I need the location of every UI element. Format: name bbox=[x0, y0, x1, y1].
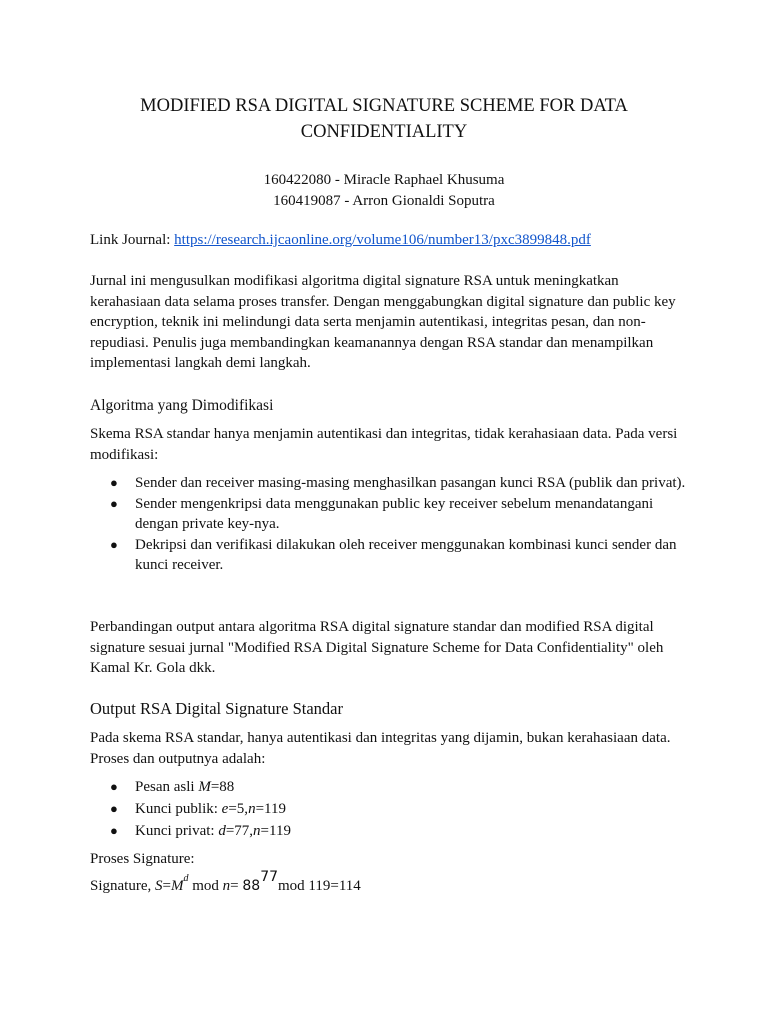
list-item-message bbox=[90, 776, 690, 798]
journal-link-label: Link Journal: bbox=[90, 232, 171, 248]
journal-link-line bbox=[90, 230, 690, 251]
list-item-text: Sender mengenkripsi data menggunakan public key receiver sebelum menandatangani dengan private key-nya. bbox=[135, 495, 654, 532]
signature-eq: = bbox=[162, 878, 171, 894]
signature-eq2: = bbox=[230, 878, 243, 894]
standard-description: Pada skema RSA standar, hanya autentikasi dan integritas yang dijamin, bukan kerahasiaan data. Proses dan outputnya adalah: bbox=[90, 730, 671, 767]
intro-paragraph: Jurnal ini mengusulkan modifikasi algoritma digital signature RSA untuk meningkatkan kerahasiaan data selama proses transfer. Dengan menggabungkan digital signature dan public key encryption, teknik ini melindungi data serta menjamin autentikasi, integritas pesan, dan non-repudiasi. Penulis juga membandingkan keamanannya dengan RSA standar dan menampilkan implementasi langkah demi langkah. bbox=[90, 273, 676, 371]
list-item-text: Sender dan receiver masing-masing menghasilkan pasangan kunci RSA (publik dan privat). bbox=[135, 475, 686, 491]
signature-exp: 77 bbox=[260, 869, 279, 885]
modified-bullet-list bbox=[90, 473, 690, 576]
standard-output-heading: Output RSA Digital Signature Standar bbox=[90, 699, 343, 718]
bullet-icon: ● bbox=[110, 475, 118, 490]
public-key-label: Kunci publik: bbox=[135, 801, 222, 817]
private-key-d-value: =77, bbox=[225, 823, 254, 839]
signature-formula bbox=[90, 869, 690, 899]
signature-m-var: M bbox=[170, 878, 184, 894]
list-item bbox=[90, 494, 690, 535]
process-label: Proses Signature: bbox=[90, 851, 195, 867]
signature-s-var: S bbox=[155, 878, 163, 894]
signature-label: Signature, bbox=[90, 878, 155, 894]
signature-mod: mod bbox=[188, 878, 223, 894]
comparison-paragraph: Perbandingan output antara algoritma RSA digital signature standar dan modified RSA digital signature sesuai jurnal "Modified RSA Digital Signature Scheme for Data Confidentiality" oleh Kamal Kr. Gola dkk. bbox=[90, 619, 664, 676]
title-line-1: MODIFIED RSA DIGITAL SIGNATURE SCHEME FOR DATA bbox=[140, 96, 628, 116]
list-item-private-key bbox=[90, 820, 690, 842]
list-item-public-key bbox=[90, 798, 690, 820]
private-key-n-var: n bbox=[253, 823, 261, 839]
journal-link[interactable]: https://research.ijcaonline.org/volume106/number13/pxc3899848.pdf bbox=[174, 232, 591, 248]
title-line-2: CONFIDENTIALITY bbox=[300, 122, 468, 142]
signature-result: mod 119=114 bbox=[278, 878, 361, 894]
list-item bbox=[90, 535, 690, 576]
document-title bbox=[90, 93, 678, 145]
bullet-icon: ● bbox=[110, 823, 118, 838]
author-1: 160422080 - Miracle Raphael Khusuma bbox=[263, 172, 505, 188]
modified-algorithm-heading: Algoritma yang Dimodifikasi bbox=[90, 397, 274, 414]
private-key-n-value: =119 bbox=[260, 823, 291, 839]
bullet-icon: ● bbox=[110, 801, 118, 816]
public-key-n-value: =119 bbox=[255, 801, 286, 817]
private-key-d-var: d bbox=[218, 823, 226, 839]
message-var: M bbox=[198, 779, 211, 795]
public-key-e-value: =5, bbox=[228, 801, 249, 817]
bullet-icon: ● bbox=[110, 536, 118, 552]
bullet-icon: ● bbox=[110, 495, 118, 511]
private-key-label: Kunci privat: bbox=[135, 823, 219, 839]
authors-block bbox=[90, 170, 678, 211]
signature-n-var: n bbox=[222, 878, 231, 894]
message-value: =88 bbox=[210, 779, 235, 795]
signature-base: 88 bbox=[242, 878, 261, 894]
list-item-text: Dekripsi dan verifikasi dilakukan oleh receiver menggunakan kombinasi kunci sender dan kunci receiver. bbox=[135, 536, 677, 573]
standard-values-list bbox=[90, 776, 690, 842]
modified-description: Skema RSA standar hanya menjamin autentikasi dan integritas, tidak kerahasiaan data. Pada versi modifikasi: bbox=[90, 426, 678, 463]
signature-exp-d: d bbox=[183, 873, 189, 884]
public-key-n-var: n bbox=[248, 801, 256, 817]
list-item bbox=[90, 473, 690, 494]
author-2: 160419087 - Arron Gionaldi Soputra bbox=[273, 192, 495, 209]
message-label: Pesan asli bbox=[135, 779, 199, 795]
public-key-e-var: e bbox=[221, 801, 229, 817]
bullet-icon: ● bbox=[110, 779, 118, 794]
